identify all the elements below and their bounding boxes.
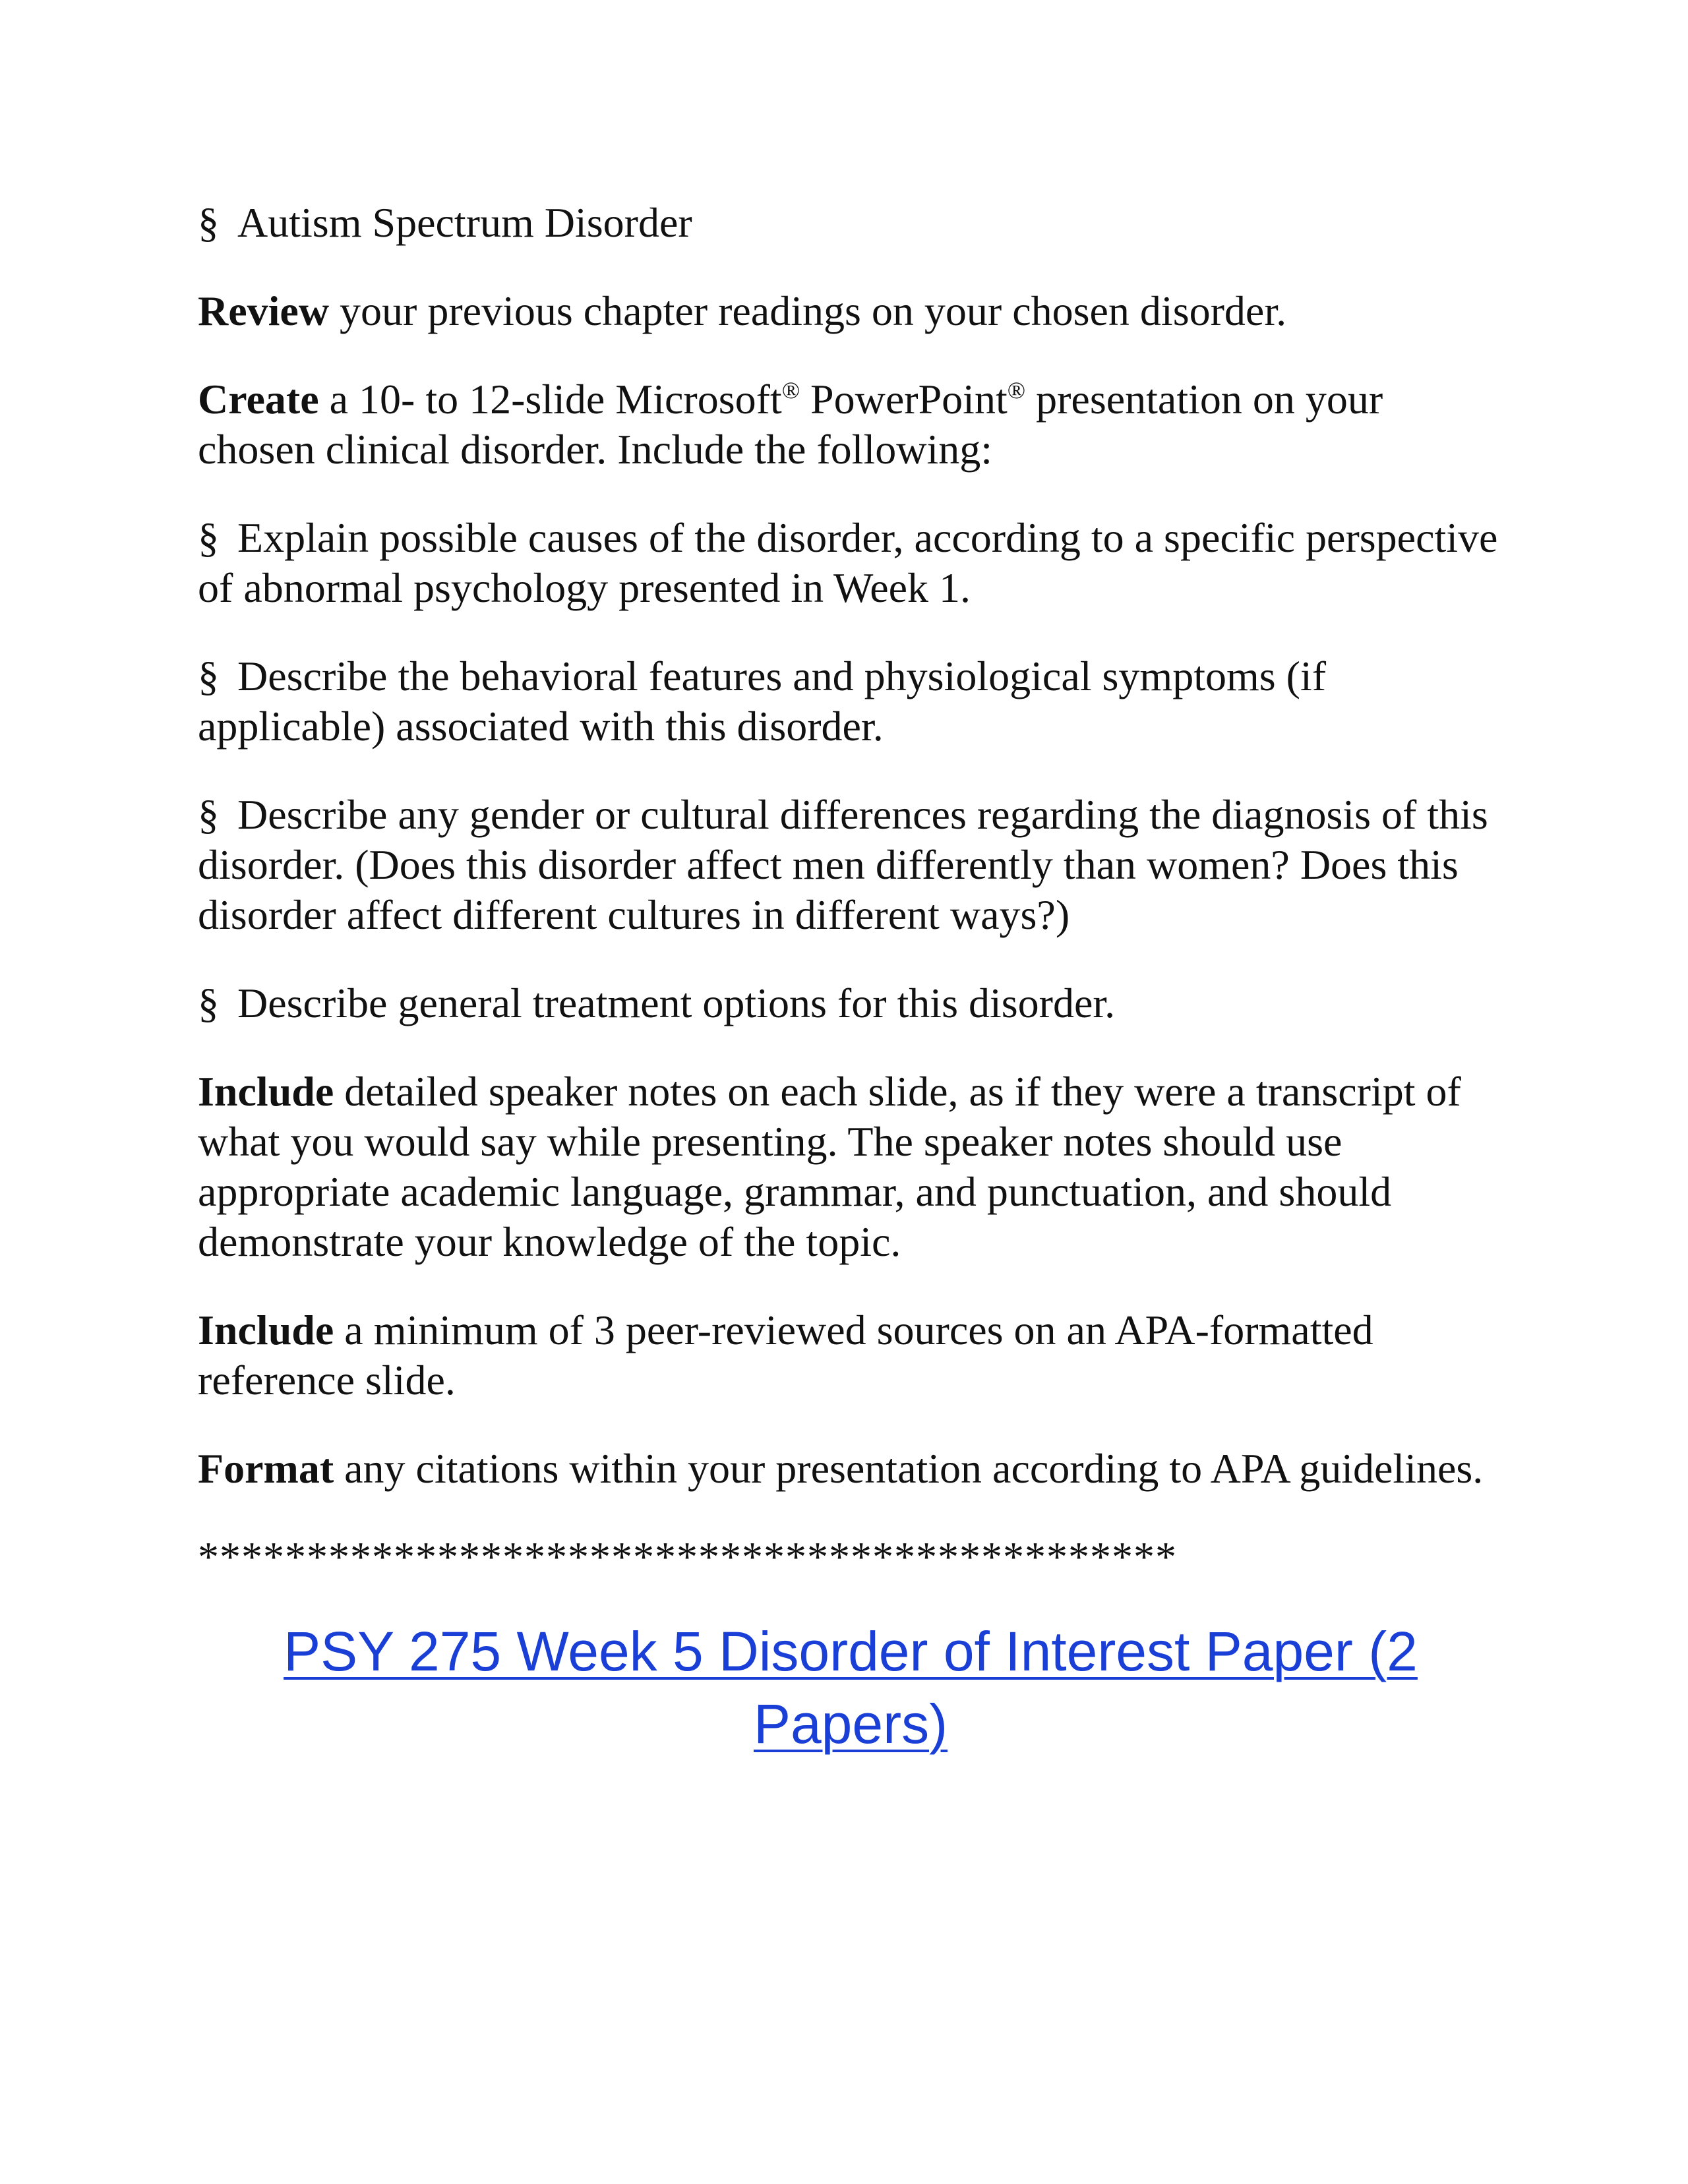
bullet-features — [198, 651, 1503, 752]
link-container — [198, 1615, 1503, 1760]
document-body — [198, 198, 1503, 1760]
review-bold: Review — [198, 287, 330, 334]
section-sign: § — [198, 791, 219, 838]
include-bold: Include — [198, 1068, 334, 1115]
format-paragraph — [198, 1444, 1503, 1494]
review-paragraph — [198, 286, 1503, 336]
bullet-causes — [198, 513, 1503, 613]
include-sources-text: a minimum of 3 peer-reviewed sources on an APA-formatted reference slide. — [198, 1307, 1373, 1403]
create-bold: Create — [198, 376, 319, 423]
bullet-text: Describe the behavioral features and physiological symptoms (if applicable) associated with this disorder. — [198, 653, 1327, 750]
bullet-text: Describe general treatment options for this disorder. — [237, 980, 1116, 1026]
format-text: any citations within your presentation according to APA guidelines. — [334, 1445, 1484, 1492]
section-sign: § — [198, 199, 219, 246]
create-text-1: a 10- to 12-slide Microsoft — [318, 376, 782, 423]
include-sources-paragraph — [198, 1305, 1503, 1405]
registered-mark: ® — [1007, 377, 1026, 403]
bullet-autism — [198, 198, 1503, 248]
paper-link[interactable]: PSY 275 Week 5 Disorder of Interest Paper (2 Papers) — [284, 1620, 1418, 1755]
review-text: your previous chapter readings on your chosen disorder. — [329, 287, 1287, 334]
include-notes-paragraph — [198, 1067, 1503, 1267]
section-sign: § — [198, 514, 219, 561]
bullet-differences — [198, 790, 1503, 940]
create-paragraph — [198, 374, 1503, 475]
create-text-3: presentation on your chosen clinical disorder. Include the following: — [198, 376, 1383, 473]
registered-mark: ® — [781, 377, 800, 403]
include-bold: Include — [198, 1307, 334, 1353]
bullet-text: Describe any gender or cultural differences regarding the diagnosis of this disorder. (Does this disorder affect men differently than women? Does this disorder affect different cultures in different ways?) — [198, 791, 1488, 938]
bullet-text: Autism Spectrum Disorder — [237, 199, 692, 246]
section-sign: § — [198, 980, 219, 1026]
section-sign: § — [198, 653, 219, 699]
asterisk-separator: ********************************************* — [198, 1533, 1177, 1580]
create-text-2: PowerPoint — [800, 376, 1008, 423]
bullet-text: Explain possible causes of the disorder, according to a specific perspective of abnormal psychology presented in Week 1. — [198, 514, 1498, 611]
bullet-treatment — [198, 978, 1503, 1028]
include-notes-text: detailed speaker notes on each slide, as if they were a transcript of what you would say while presenting. The speaker notes should use appropriate academic language, grammar, and punctuation, and should demonstrate your knowledge of the topic. — [198, 1068, 1461, 1265]
format-bold: Format — [198, 1445, 334, 1492]
